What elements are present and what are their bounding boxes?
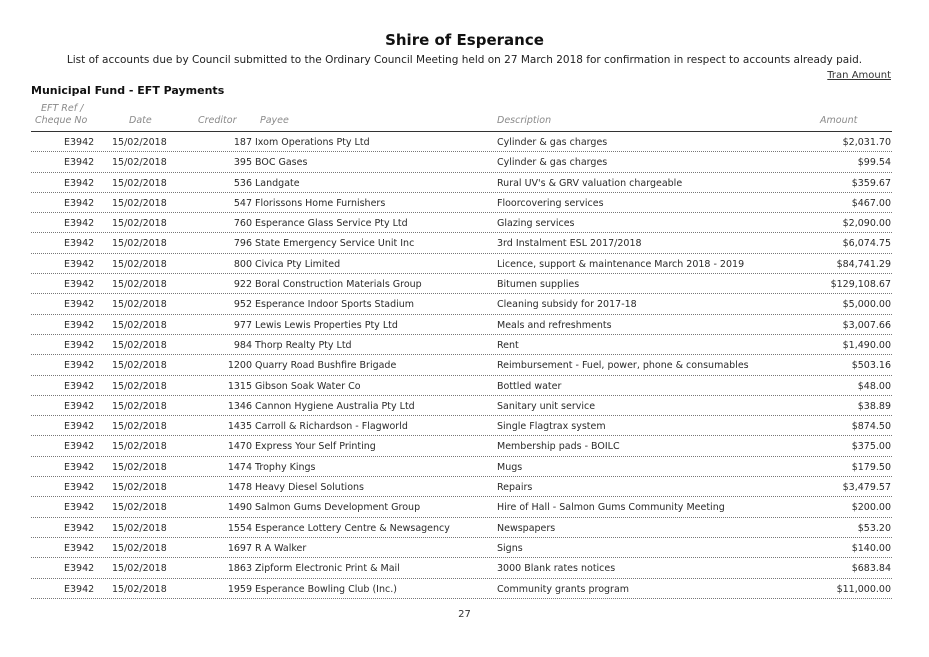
cell-amount: $129,108.67 xyxy=(830,279,891,291)
cell-description: Cylinder & gas charges xyxy=(497,157,608,169)
cell-payee: Quarry Road Bushfire Brigade xyxy=(255,360,397,372)
table-row xyxy=(31,376,892,396)
cell-creditor: 1435 xyxy=(227,421,252,433)
cell-creditor: 1863 xyxy=(227,563,252,575)
cell-amount: $99.54 xyxy=(857,157,891,169)
cell-date: 15/02/2018 xyxy=(112,522,167,534)
section-heading: Municipal Fund - EFT Payments xyxy=(31,84,225,97)
cell-ref: E3942 xyxy=(64,258,95,270)
cell-ref: E3942 xyxy=(64,218,95,230)
cell-description: Membership pads - BOILC xyxy=(497,441,620,453)
table-row xyxy=(31,436,892,456)
table-row xyxy=(31,538,892,558)
table-row xyxy=(31,396,892,416)
cell-date: 15/02/2018 xyxy=(112,279,167,291)
cell-description: Cylinder & gas charges xyxy=(497,137,608,148)
cell-date: 15/02/2018 xyxy=(112,502,167,514)
cell-creditor: 1490 xyxy=(227,502,252,514)
cell-ref: E3942 xyxy=(64,238,95,250)
cell-amount: $200.00 xyxy=(851,502,891,514)
cell-description: Mugs xyxy=(497,461,523,473)
cell-payee: Cannon Hygiene Australia Pty Ltd xyxy=(255,400,415,412)
cell-date: 15/02/2018 xyxy=(112,177,167,189)
cell-creditor: 1478 xyxy=(227,482,252,494)
table-row xyxy=(31,254,892,274)
column-header-date: Date xyxy=(129,115,152,126)
cell-ref: E3942 xyxy=(64,299,95,311)
cell-payee: Thorp Realty Pty Ltd xyxy=(255,339,352,351)
cell-creditor: 1697 xyxy=(227,542,252,554)
table-row xyxy=(31,558,892,578)
cell-description: Floorcovering services xyxy=(497,197,604,209)
cell-date: 15/02/2018 xyxy=(112,258,167,270)
cell-ref: E3942 xyxy=(64,319,95,331)
cell-amount: $2,090.00 xyxy=(842,218,891,230)
cell-ref: E3942 xyxy=(64,339,95,351)
cell-payee: State Emergency Service Unit Inc xyxy=(255,238,415,250)
cell-ref: E3942 xyxy=(64,177,95,189)
cell-payee: Esperance Lottery Centre & Newsagency xyxy=(255,522,450,534)
cell-creditor: 1554 xyxy=(227,522,252,534)
column-header-description: Description xyxy=(497,115,552,126)
cell-creditor: 395 xyxy=(233,157,252,169)
page-number: 27 xyxy=(458,609,471,620)
column-header-creditor: Creditor xyxy=(198,115,237,126)
cell-ref: E3942 xyxy=(64,197,95,209)
table-row xyxy=(31,213,892,233)
cell-creditor: 952 xyxy=(233,299,252,311)
cell-ref: E3942 xyxy=(64,441,95,453)
column-header-ref-line2: Cheque No xyxy=(35,115,88,126)
cell-ref: E3942 xyxy=(64,502,95,514)
column-header-amount: Amount xyxy=(820,115,858,126)
cell-amount: $6,074.75 xyxy=(842,238,891,250)
cell-description: 3rd Instalment ESL 2017/2018 xyxy=(497,238,642,250)
table-row xyxy=(31,132,892,152)
cell-description: Glazing services xyxy=(497,218,575,230)
cell-description: Rural UV's & GRV valuation chargeable xyxy=(497,177,683,189)
cell-payee: Esperance Bowling Club (Inc.) xyxy=(255,583,397,595)
cell-payee: Ixom Operations Pty Ltd xyxy=(255,137,370,148)
table-row xyxy=(31,457,892,477)
cell-date: 15/02/2018 xyxy=(112,360,167,372)
table-row xyxy=(31,416,892,436)
cell-date: 15/02/2018 xyxy=(112,542,167,554)
table-row xyxy=(31,274,892,294)
cell-amount: $3,479.57 xyxy=(842,482,891,494)
cell-amount: $5,000.00 xyxy=(842,299,891,311)
cell-payee: Trophy Kings xyxy=(255,461,316,473)
cell-ref: E3942 xyxy=(64,421,95,433)
cell-creditor: 800 xyxy=(233,258,252,270)
cell-payee: Esperance Glass Service Pty Ltd xyxy=(255,218,408,230)
cell-ref: E3942 xyxy=(64,522,95,534)
cell-amount: $3,007.66 xyxy=(842,319,891,331)
cell-payee: BOC Gases xyxy=(255,157,308,169)
cell-amount: $84,741.29 xyxy=(836,258,891,270)
column-header-ref-line1: EFT Ref / xyxy=(41,103,84,114)
cell-payee: Zipform Electronic Print & Mail xyxy=(255,563,400,575)
cell-payee: Esperance Indoor Sports Stadium xyxy=(255,299,415,311)
cell-description: Licence, support & maintenance March 2018 - 2019 xyxy=(497,258,745,270)
cell-description: Signs xyxy=(497,542,523,554)
cell-description: Sanitary unit service xyxy=(497,400,596,412)
cell-ref: E3942 xyxy=(64,400,95,412)
cell-date: 15/02/2018 xyxy=(112,461,167,473)
table-row xyxy=(31,335,892,355)
cell-payee: Salmon Gums Development Group xyxy=(255,502,421,514)
cell-amount: $2,031.70 xyxy=(842,137,891,148)
cell-payee: R A Walker xyxy=(255,542,307,554)
cell-description: Meals and refreshments xyxy=(497,319,612,331)
cell-description: 3000 Blank rates notices xyxy=(497,563,616,575)
cell-amount: $467.00 xyxy=(851,197,891,209)
cell-creditor: 1959 xyxy=(227,583,252,595)
table-row xyxy=(31,233,892,253)
cell-amount: $359.67 xyxy=(851,177,891,189)
table-row xyxy=(31,579,892,599)
cell-description: Newspapers xyxy=(497,522,556,534)
table-row xyxy=(31,193,892,213)
cell-date: 15/02/2018 xyxy=(112,482,167,494)
cell-description: Single Flagtrax system xyxy=(497,421,606,433)
cell-date: 15/02/2018 xyxy=(112,441,167,453)
cell-date: 15/02/2018 xyxy=(112,238,167,250)
cell-ref: E3942 xyxy=(64,542,95,554)
cell-date: 15/02/2018 xyxy=(112,380,167,392)
cell-payee: Florissons Home Furnishers xyxy=(255,197,386,209)
cell-creditor: 1474 xyxy=(227,461,252,473)
cell-creditor: 547 xyxy=(233,197,252,209)
cell-date: 15/02/2018 xyxy=(112,218,167,230)
cell-date: 15/02/2018 xyxy=(112,583,167,595)
cell-amount: $11,000.00 xyxy=(836,583,891,595)
cell-ref: E3942 xyxy=(64,482,95,494)
cell-description: Cleaning subsidy for 2017-18 xyxy=(497,299,637,311)
cell-ref: E3942 xyxy=(64,563,95,575)
payments-table-body xyxy=(31,132,892,599)
cell-creditor: 922 xyxy=(233,279,252,291)
cell-date: 15/02/2018 xyxy=(112,339,167,351)
cell-description: Repairs xyxy=(497,482,533,494)
cell-amount: $503.16 xyxy=(851,360,891,372)
cell-creditor: 187 xyxy=(233,137,252,148)
cell-amount: $38.89 xyxy=(857,400,891,412)
cell-ref: E3942 xyxy=(64,583,95,595)
cell-amount: $140.00 xyxy=(851,542,891,554)
cell-description: Rent xyxy=(497,339,519,351)
cell-ref: E3942 xyxy=(64,279,95,291)
cell-creditor: 536 xyxy=(233,177,252,189)
cell-ref: E3942 xyxy=(64,360,95,372)
cell-payee: Heavy Diesel Solutions xyxy=(255,482,364,494)
cell-ref: E3942 xyxy=(64,380,95,392)
cell-date: 15/02/2018 xyxy=(112,157,167,169)
cell-payee: Landgate xyxy=(255,177,300,189)
table-row xyxy=(31,315,892,335)
column-header-payee: Payee xyxy=(260,115,289,126)
cell-date: 15/02/2018 xyxy=(112,400,167,412)
cell-amount: $179.50 xyxy=(851,461,891,473)
cell-date: 15/02/2018 xyxy=(112,421,167,433)
cell-description: Community grants program xyxy=(497,583,630,595)
cell-amount: $683.84 xyxy=(851,563,891,575)
table-row xyxy=(31,173,892,193)
table-row xyxy=(31,477,892,497)
cell-amount: $53.20 xyxy=(857,522,891,534)
cell-description: Reimbursement - Fuel, power, phone & consumables xyxy=(497,360,749,372)
cell-creditor: 977 xyxy=(233,319,252,331)
cell-amount: $1,490.00 xyxy=(842,339,891,351)
cell-payee: Boral Construction Materials Group xyxy=(255,279,422,291)
table-row xyxy=(31,518,892,538)
cell-amount: $375.00 xyxy=(851,441,891,453)
cell-payee: Civica Pty Limited xyxy=(255,258,341,270)
cell-description: Hire of Hall - Salmon Gums Community Meeting xyxy=(497,502,725,514)
cell-date: 15/02/2018 xyxy=(112,137,167,148)
document-subtitle: List of accounts due by Council submitted to the Ordinary Council Meeting held on 27 March 2018 for confirmation in respect to accounts already paid. xyxy=(66,54,863,66)
cell-creditor: 760 xyxy=(233,218,252,230)
cell-date: 15/02/2018 xyxy=(112,319,167,331)
cell-payee: Express Your Self Printing xyxy=(255,441,376,453)
table-row xyxy=(31,497,892,517)
table-row xyxy=(31,152,892,172)
cell-creditor: 796 xyxy=(233,238,252,250)
cell-description: Bottled water xyxy=(497,380,562,392)
cell-creditor: 1470 xyxy=(227,441,252,453)
table-row xyxy=(31,355,892,375)
document-title: Shire of Esperance xyxy=(385,31,544,49)
cell-date: 15/02/2018 xyxy=(112,197,167,209)
cell-date: 15/02/2018 xyxy=(112,299,167,311)
cell-payee: Lewis Lewis Properties Pty Ltd xyxy=(255,319,398,331)
cell-creditor: 984 xyxy=(233,339,252,351)
cell-ref: E3942 xyxy=(64,157,95,169)
tran-amount-link[interactable]: Tran Amount xyxy=(827,70,891,81)
cell-description: Bitumen supplies xyxy=(497,279,580,291)
cell-date: 15/02/2018 xyxy=(112,563,167,575)
cell-creditor: 1346 xyxy=(227,400,252,412)
cell-creditor: 1200 xyxy=(227,360,252,372)
cell-amount: $874.50 xyxy=(851,421,891,433)
cell-ref: E3942 xyxy=(64,137,95,148)
cell-creditor: 1315 xyxy=(227,380,252,392)
cell-payee: Carroll & Richardson - Flagworld xyxy=(255,421,408,433)
cell-payee: Gibson Soak Water Co xyxy=(255,380,361,392)
cell-amount: $48.00 xyxy=(857,380,891,392)
cell-ref: E3942 xyxy=(64,461,95,473)
table-row xyxy=(31,294,892,314)
